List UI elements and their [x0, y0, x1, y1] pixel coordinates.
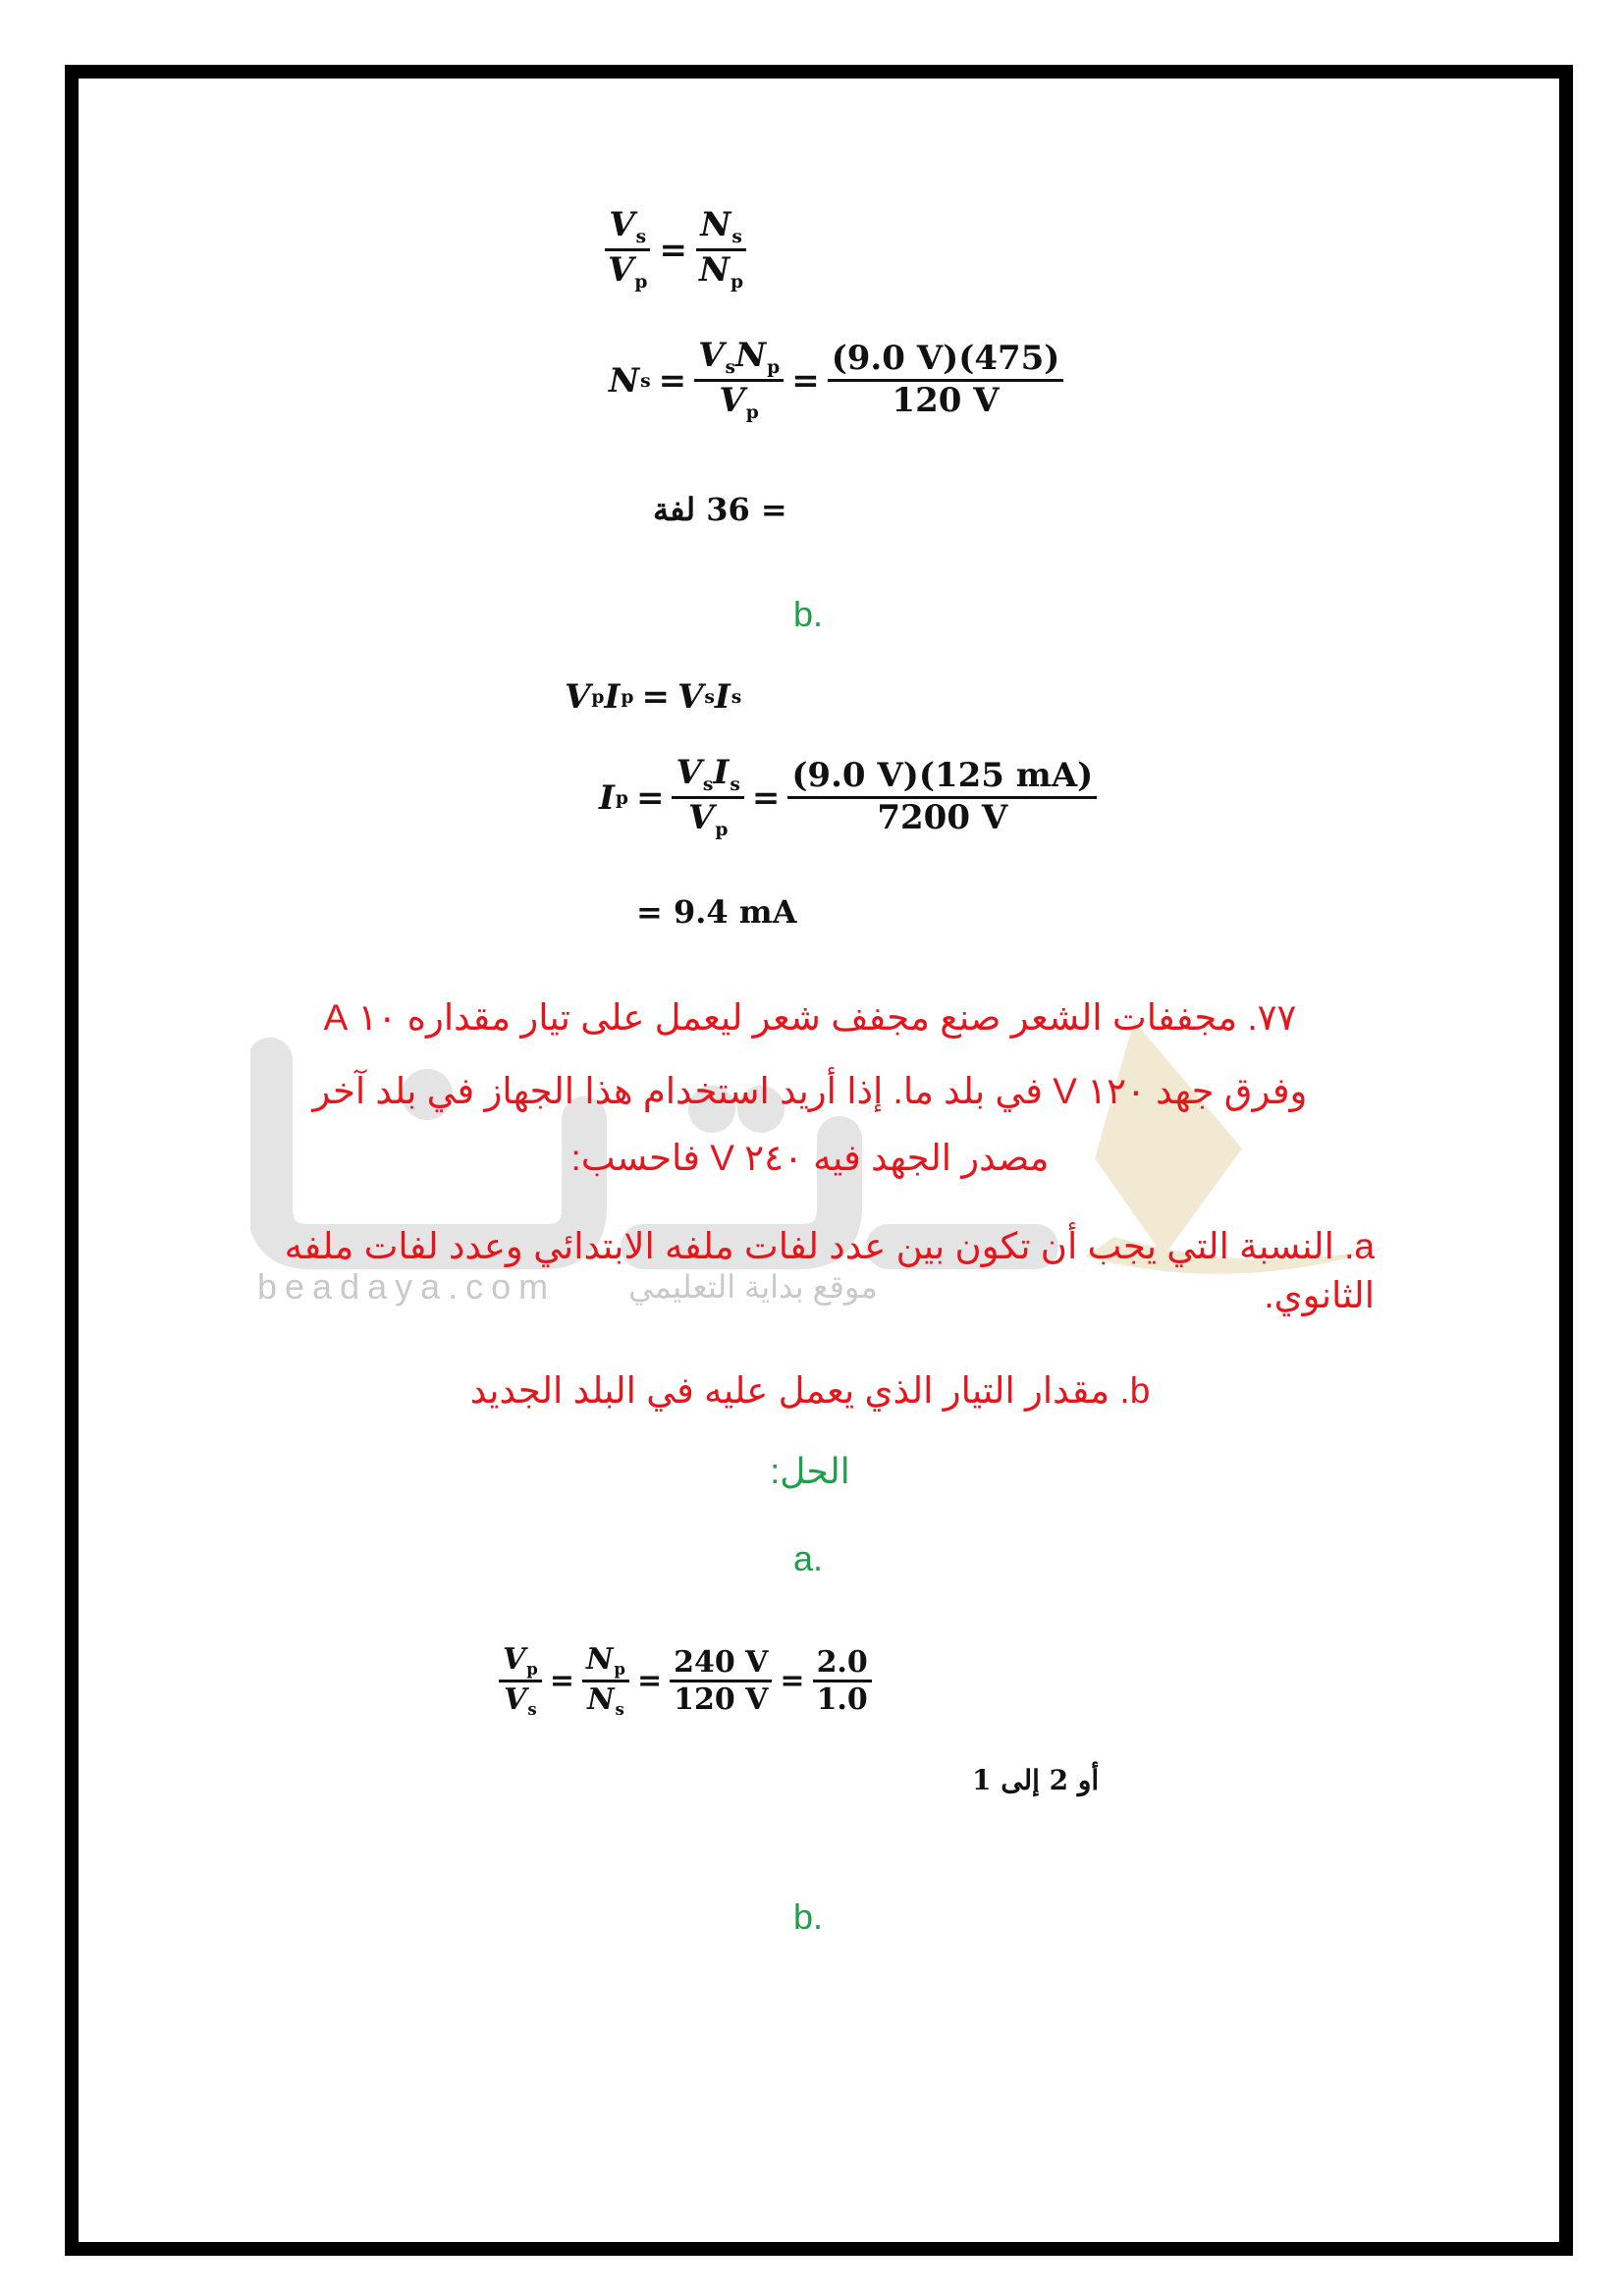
question-item-a: a. النسبة التي يجب أن تكون بين عدد لفات ملفه الابتدائي وعدد لفات ملفه الثانوي. — [284, 1226, 1375, 1315]
question-line-2: وفرق جهد ١٢٠ V في بلد ما. إذا أريد استخدام هذا الجهاز في بلد آخر — [312, 1071, 1308, 1111]
ratio-frac1-num: 240 V — [670, 1647, 772, 1683]
ip-solve-equation: I p = $\frac{V_sI_s}{V_p}$ = $\frac{(9.0 V)(125 mA)}{7200 V}$ — [599, 756, 1097, 839]
ip-result: = 9.4 mA — [636, 893, 797, 931]
ns-over-np: $\frac{N_s}{N_p}$ — [695, 208, 747, 292]
label-b-1: b. — [793, 594, 824, 634]
ns-denominator: 120 V — [892, 381, 1000, 421]
power-equation: V p I p = V s I s — [565, 677, 742, 717]
ns-result: = 36 لفة — [653, 491, 787, 528]
ratio-frac2-den: 1.0 — [816, 1682, 868, 1718]
question-item-b: b. مقدار التيار الذي يعمل عليه في البلد الجديد — [469, 1370, 1151, 1411]
label-b-2: b. — [793, 1896, 824, 1937]
ip-numerator: (9.0 V)(125 mA) — [787, 759, 1097, 799]
vs-over-vp: $\frac{V_s}{V_p}$ — [604, 208, 651, 292]
label-a: a. — [793, 1538, 824, 1578]
ratio-or-text: أو 2 إلى 1 — [972, 1764, 1100, 1796]
voltage-ratio-equation: $\frac{V_p}{V_s}$ = $\frac{N_p}{N_s}$ = $\frac{240 V}{120 V}$ = $\frac{2.0}{1.0}$ — [499, 1644, 872, 1718]
solution-label: الحل: — [770, 1451, 850, 1491]
watermark-tagline: موقع بداية التعليمي — [628, 1269, 878, 1305]
question-line-3: مصدر الجهد فيه ٢٤٠ V فاحسب: — [570, 1138, 1050, 1178]
ns-solve-equation: N s = $\frac{V_sN_p}{V_p}$ = $\frac{(9.0 V)(475)}{120 V}$ — [609, 339, 1063, 422]
ip-denominator: 7200 V — [877, 798, 1008, 838]
ns-numerator: (9.0 V)(475) — [828, 342, 1064, 382]
ratio-frac1-den: 120 V — [674, 1682, 769, 1718]
ratio-frac2-num: 2.0 — [813, 1647, 872, 1683]
watermark-site: beadaya.com — [257, 1266, 557, 1307]
ratio-equation: $\frac{V_s}{V_p}$ = $\frac{N_s}{N_p}$ — [604, 208, 747, 292]
question-line-1: ٧٧. مجففات الشعر صنع مجفف شعر ليعمل على تيار مقداره ١٠ A — [323, 997, 1297, 1038]
